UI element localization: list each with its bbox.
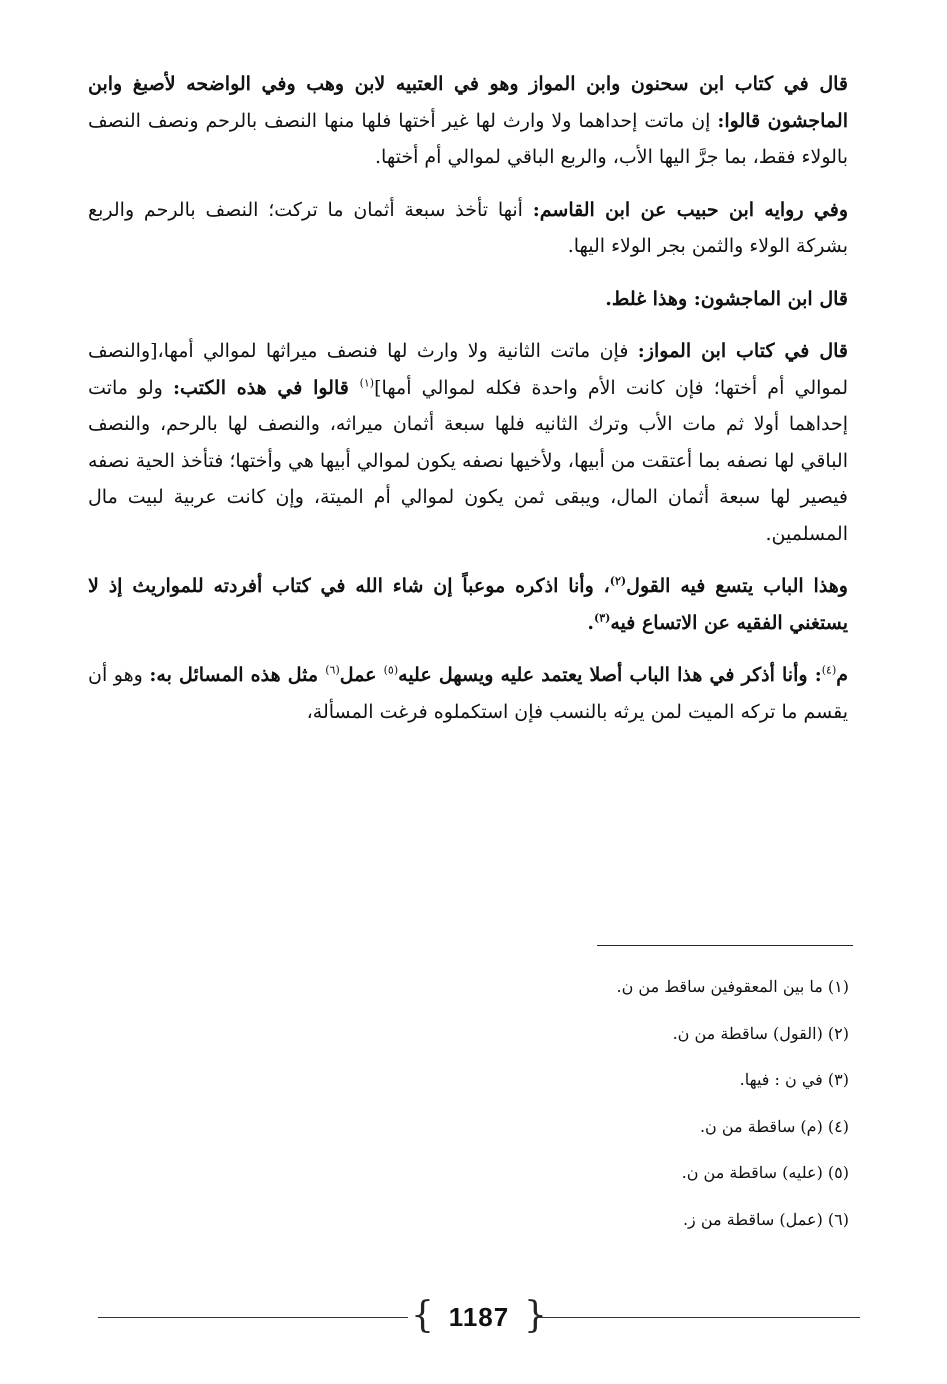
paragraph-5-text-a: ، وأنا اذكره موعباً إن شاء الله في كتاب أفردته للمواريث إذ لا يستغني الفقيه عن الاتساع فيه bbox=[88, 575, 848, 634]
paragraph-6-text-a: : وأنا أذكر في هذا الباب أصلا يعتمد عليه ويسهل عليه bbox=[398, 664, 822, 686]
footnote-ref-3[interactable]: (٣) bbox=[593, 611, 611, 625]
footnote-ref-6[interactable]: (٦) bbox=[325, 663, 340, 677]
paragraph-5-text-b: . bbox=[587, 611, 594, 634]
paragraph-4-text-b: ولو ماتت إحداهما أولا ثم مات الأب وترك الثانيه فلها سبعة أثمان ميراثه، والنصف لها بالرحم، والنصف الباقي لها نصفه بما أعتقت من أبيها، ولأخيها نصفه يكون لموالي أبيها هي وأختها؛ فتأخذ الحية نصفه فيصير لها سبعة أثمان المال، ويبقى ثمن يكون لموالي أم الميتة، وإن كانت عربية لبيت مال المسلمين. bbox=[88, 376, 848, 545]
paragraph-6-text-b: عمل bbox=[339, 664, 384, 686]
paragraph-6-text-c: مثل هذه المسائل به: bbox=[149, 664, 326, 686]
paragraph-1-text: إن ماتت إحداهما ولا وارث لها غير أختها فلها منها النصف بالرحم ونصف النصف بالولاء فقط، بما جرَّ اليها الأب، والربع الباقي لموالي أم أختها. bbox=[88, 109, 848, 168]
paragraph-5 bbox=[88, 568, 848, 641]
paragraph-4-lead-b: قالوا في هذه الكتب: bbox=[173, 376, 360, 399]
footnote-5: (٥) (عليه) ساقطة من ن. bbox=[681, 1163, 849, 1182]
paragraph-3-lead: قال ابن الماجشون: وهذا غلط. bbox=[605, 287, 848, 310]
footnotes bbox=[329, 964, 849, 1243]
footnote-1: (١) ما بين المعقوفين ساقط من ن. bbox=[616, 977, 849, 996]
page-number-footer bbox=[98, 1288, 860, 1348]
footer-rule-right bbox=[538, 1317, 860, 1318]
paragraph-5-lead: وهذا الباب يتسع فيه القول bbox=[626, 575, 848, 597]
footnote-4: (٤) (م) ساقطة من ن. bbox=[699, 1116, 849, 1136]
paragraph-1 bbox=[88, 66, 848, 176]
footnote-ref-4[interactable]: (٤) bbox=[821, 663, 837, 677]
footnote-3: (٣) في ن : فيها. bbox=[739, 1070, 849, 1089]
footnote-ref-1[interactable]: (١) bbox=[359, 376, 375, 390]
paragraph-4 bbox=[88, 333, 848, 552]
paragraph-4-lead: قال في كتاب ابن المواز: bbox=[637, 340, 848, 362]
paragraph-6-lead: م bbox=[836, 664, 848, 686]
page-number: 1187 bbox=[448, 1302, 510, 1332]
paragraph-2 bbox=[88, 192, 848, 265]
paragraph-2-lead: وفي روايه ابن حبيب عن ابن القاسم: bbox=[532, 198, 849, 221]
bracket-left-ornament: { bbox=[411, 1295, 434, 1336]
paragraph-6 bbox=[88, 657, 848, 730]
paragraph-3 bbox=[88, 281, 848, 318]
footnote-ref-5[interactable]: (٥) bbox=[383, 663, 399, 677]
paragraph-6-text-d: وهو أن يقسم ما تركه الميت لمن يرثه بالنسب فإن استكملوه فرغت المسألة، bbox=[88, 664, 848, 723]
footer-rule-left bbox=[98, 1317, 408, 1318]
footnote-6: (٦) (عمل) ساقطة من ز. bbox=[682, 1209, 849, 1229]
main-text bbox=[88, 66, 848, 746]
paragraph-1-lead: قال في كتاب ابن سحنون وابن المواز وهو في العتبيه لابن وهب وفي الواضحه لأصبغ وابن الماجشون قالوا: bbox=[88, 73, 848, 132]
footnote-ref-2[interactable]: (٢) bbox=[609, 574, 627, 588]
bracket-right-ornament: } bbox=[524, 1295, 547, 1336]
paragraph-4-text-a: فإن ماتت الثانية ولا وارث لها فنصف ميراثها لموالي أمها،[والنصف لموالي أم أختها؛ فإن كانت الأم واحدة فكله لموالي أمها] bbox=[88, 340, 849, 399]
footnote-2: (٢) (القول) ساقطة من ن. bbox=[672, 1023, 849, 1043]
footnote-separator bbox=[597, 945, 853, 946]
paragraph-2-text: أنها تأخذ سبعة أثمان ما تركت؛ النصف بالرحم والربع بشركة الولاء والثمن بجر الولاء اليها. bbox=[88, 198, 848, 257]
